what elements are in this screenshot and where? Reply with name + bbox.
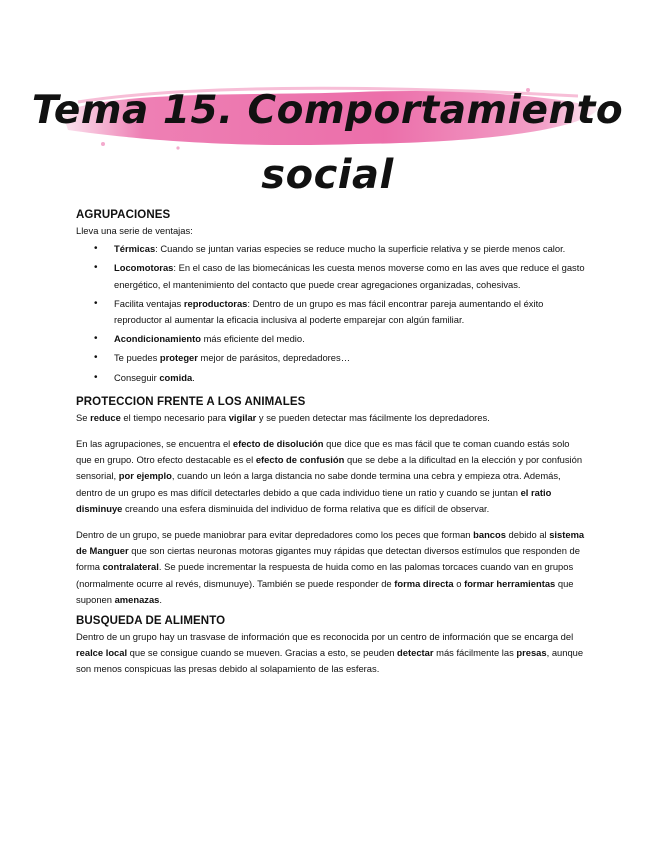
paragraph: En las agrupaciones, se encuentra el efecto de disolución que dice que es mas fácil que te coman cuando estás solo que en grupo. Otro efecto destacable es el efecto de confusión que se debe a la dificultad en la elección y por confusión sensorial, por ejemplo, cuando un león a larga distancia no sabe donde termina una cebra y empieza otra. Además, dentro de un grupo es mas difícil detectarles debido a que cada individuo tiene un ratio y cuando se juntan el ratio disminuye creando una esfera disminuida del individuo de forma relativa que es difícil de observar. [76,438,583,514]
bold-term: reproductoras [183,297,248,309]
heading-agrupaciones: AGRUPACIONES [76,209,171,221]
list-item [76,260,586,292]
title-banner [0,40,655,200]
bold-term: Acondicionamiento [114,333,201,345]
list-item [76,331,586,347]
document-body [76,208,586,678]
paragraph: Se reduce el tiempo necesario para vigilar y se pueden detectar mas fácilmente los depredadores. [76,411,490,423]
paragraph: Dentro de un grupo hay un trasvase de información que es reconocida por un centro de información que se encarga del realce local que se consigue cuando se mueven. Gracias a esto, se peuden detectar más fácilmente las presas, aunque son menos conspicuas las presas debido al solapamiento de las esferas. [76,631,584,675]
bullet-icon: • [94,352,98,364]
item-text: : Dentro de un grupo es mas fácil encontrar pareja aumentando el éxito reproductor al aumentar la eficacia inclusiva al poderte emparejar con algún familiar. [114,297,544,326]
intro-text: Lleva una serie de ventajas: [76,225,193,236]
bold-term: Térmicas [114,243,156,255]
list-item [76,241,586,257]
item-text: Facilita ventajas [114,297,184,309]
bold-term: Locomotoras [114,262,174,274]
bullet-icon: • [94,297,98,309]
item-text: Conseguir [114,371,160,383]
heading-proteccion: PROTECCION FRENTE A LOS ANIMALES [76,395,306,408]
bullet-icon: • [94,262,98,274]
item-text: mejor de parásitos, depredadores… [197,352,351,364]
bullet-icon: • [94,243,98,255]
item-text: más eficiente del medio. [200,333,305,345]
item-text: . [192,371,195,383]
list-item [76,370,586,386]
list-item [76,296,586,328]
ventajas-list [76,241,586,386]
bullet-icon: • [94,333,98,345]
bold-term: proteger [159,352,198,364]
item-text: : En el caso de las biomecánicas les cuesta menos moverse como en las aves que reduce el gasto energético, el mantenimiento del contacto que puede crear agregaciones organizadas, cohesivas. [114,262,585,290]
title-line-2: social [261,152,394,198]
paragraph: Dentro de un grupo, se puede maniobrar para evitar depredadores como los peces que forman bancos debido al sistema de Manguer que son ciertas neuronas motoras gigantes muy rápidas que detectan diversos estímulos que responden de forma contralateral. Se puede incrementar la respuesta de huida como en las palomas torcaces cuando van en grupos (normalmente ocurre al revés, dismunuye). También se puede responder de forma directa o formar herramientas que suponen amenazas. [76,529,585,605]
heading-busqueda: BUSQUEDA DE ALIMENTO [76,615,226,628]
list-item [76,350,586,366]
bold-term: comida [159,371,193,383]
bullet-icon: • [94,371,98,383]
item-text: : Cuando se juntan varias especies se reduce mucho la superficie relativa y se pierde menos calor. [155,243,566,255]
item-text: Te puedes [114,352,160,364]
title-line-1: Tema 15. Comportamiento [31,88,624,133]
